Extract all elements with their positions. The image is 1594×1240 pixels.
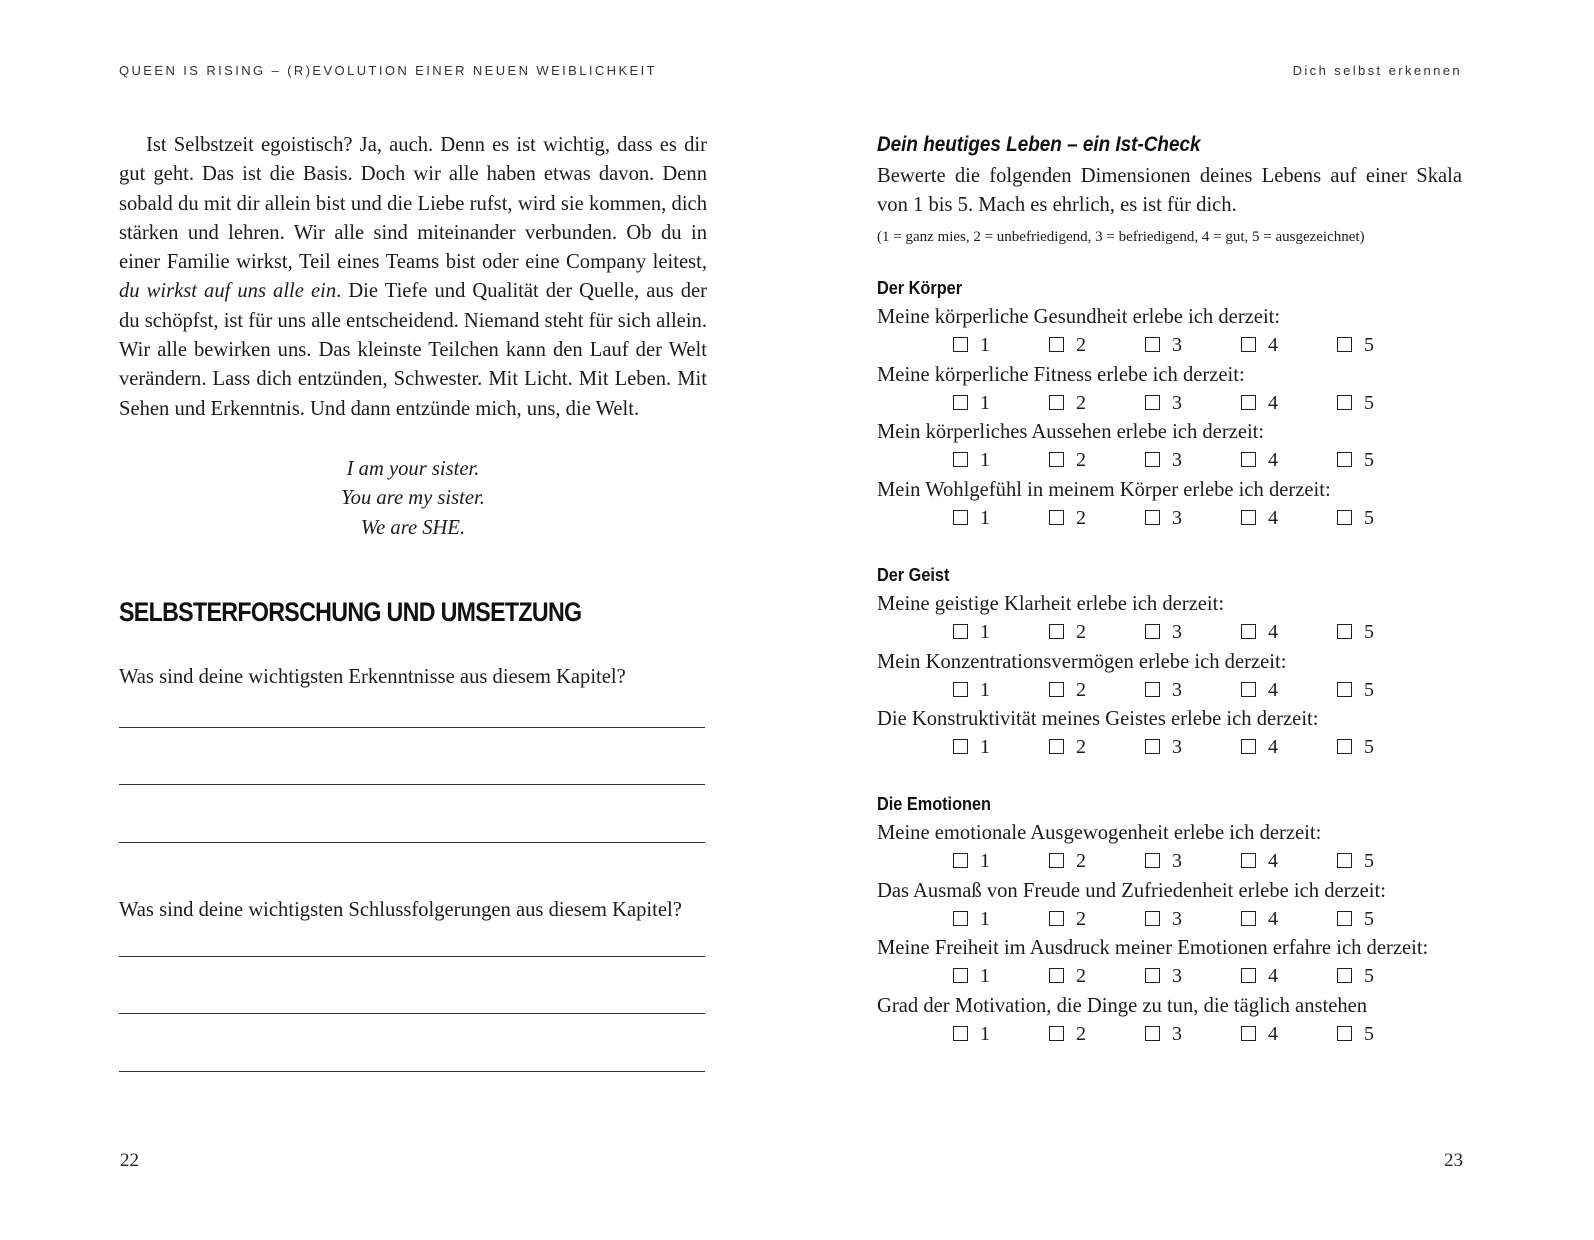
checkbox[interactable]: [953, 968, 968, 983]
checkbox[interactable]: [1049, 968, 1064, 983]
checkbox[interactable]: [1241, 395, 1256, 410]
rating-option[interactable]: [1049, 391, 1086, 415]
rating-option[interactable]: [1337, 448, 1374, 472]
rating-value: 3: [1172, 678, 1182, 701]
rating-option[interactable]: [1241, 735, 1278, 759]
checkbox[interactable]: [953, 853, 968, 868]
rating-value: 3: [1172, 449, 1182, 471]
rating-value: 5: [1364, 334, 1374, 356]
rating-option[interactable]: [953, 907, 990, 931]
rating-option[interactable]: [1337, 849, 1374, 873]
rating-value: 2: [1076, 965, 1086, 987]
section-heading-3: Die Emotionen: [877, 793, 991, 814]
poem-line: We are SHE.: [360, 516, 466, 539]
rating-value: 4: [1268, 621, 1278, 643]
rating-question: Meine Freiheit im Ausdruck meiner Emotionen erfahre ich derzeit:: [877, 937, 1429, 959]
checkbox[interactable]: [1145, 911, 1160, 926]
rating-option[interactable]: [1049, 620, 1086, 644]
poem-line: You are my sister.: [341, 487, 485, 510]
rating-value: 1: [980, 736, 990, 758]
section-heading-1: Der Körper: [877, 277, 963, 298]
checkbox[interactable]: [1145, 968, 1160, 983]
rating-value: 5: [1364, 621, 1374, 643]
checkbox[interactable]: [953, 682, 968, 697]
rating-options: [797, 448, 1594, 472]
rating-value: 4: [1268, 850, 1278, 872]
rating-value: 2: [1076, 506, 1086, 529]
rating-value: 2: [1076, 449, 1086, 471]
rating-value: 3: [1172, 736, 1182, 758]
checkbox[interactable]: [1241, 624, 1256, 639]
checkbox[interactable]: [1145, 739, 1160, 754]
rating-option[interactable]: [1145, 620, 1182, 644]
rating-value: 5: [1364, 449, 1374, 471]
checklist-intro: Bewerte die folgenden Dimensionen deines Lebens auf einer Skala von 1 bis 5. Mach es ehrlich, es ist für dich.: [877, 165, 1462, 217]
rating-value: 4: [1268, 907, 1278, 930]
rating-option[interactable]: [953, 735, 990, 759]
answer-line[interactable]: [119, 956, 705, 957]
checkbox[interactable]: [1049, 682, 1064, 697]
checklist-title: Dein heutiges Leben – ein Ist-Check: [877, 133, 1201, 156]
rating-option[interactable]: [953, 849, 990, 873]
rating-option[interactable]: [1241, 1022, 1278, 1046]
rating-value: 5: [1364, 907, 1374, 930]
checkbox[interactable]: [1049, 739, 1064, 754]
rating-question: Mein Konzentrationsvermögen erlebe ich derzeit:: [877, 650, 1287, 673]
rating-value: 4: [1268, 334, 1278, 356]
checkbox[interactable]: [1145, 510, 1160, 525]
checkbox[interactable]: [1145, 395, 1160, 410]
rating-question: Mein körperliches Aussehen erlebe ich derzeit:: [877, 421, 1265, 443]
checkbox[interactable]: [1049, 510, 1064, 525]
right-page: [797, 0, 1594, 1240]
rating-value: 1: [980, 334, 990, 356]
rating-value: 5: [1364, 736, 1374, 758]
checkbox[interactable]: [953, 337, 968, 352]
rating-option[interactable]: [953, 964, 990, 988]
rating-option[interactable]: [953, 678, 990, 702]
rating-option[interactable]: [1049, 735, 1086, 759]
checkbox[interactable]: [953, 395, 968, 410]
rating-option[interactable]: [1241, 964, 1278, 988]
rating-option[interactable]: [1337, 333, 1374, 357]
rating-value: 1: [980, 621, 990, 643]
body-paragraph: [119, 131, 707, 424]
rating-value: 1: [980, 850, 990, 872]
checkbox[interactable]: [1241, 1026, 1256, 1041]
rating-question: Meine körperliche Fitness erlebe ich derzeit:: [877, 363, 1245, 386]
rating-value: 3: [1172, 850, 1182, 872]
rating-value: 3: [1172, 621, 1182, 643]
checkbox[interactable]: [1145, 853, 1160, 868]
rating-option[interactable]: [1049, 506, 1086, 530]
rating-question: Meine geistige Klarheit erlebe ich derzeit:: [877, 593, 1225, 615]
rating-value: 5: [1364, 850, 1374, 872]
rating-value: 2: [1076, 736, 1086, 758]
rating-option[interactable]: [1337, 678, 1374, 702]
rating-value: 3: [1172, 965, 1182, 987]
rating-value: 4: [1268, 506, 1278, 529]
rating-options: [797, 333, 1594, 357]
rating-value: 3: [1172, 391, 1182, 414]
checkbox[interactable]: [1049, 452, 1064, 467]
rating-value: 4: [1268, 678, 1278, 701]
checkbox[interactable]: [1241, 510, 1256, 525]
checkbox[interactable]: [1337, 1026, 1352, 1041]
rating-option[interactable]: [953, 1022, 990, 1046]
rating-option[interactable]: [1049, 1022, 1086, 1046]
page-number-left: 22: [120, 1150, 139, 1171]
checkbox[interactable]: [1241, 853, 1256, 868]
rating-option[interactable]: [1049, 964, 1086, 988]
rating-option[interactable]: [1241, 506, 1278, 530]
rating-value: 5: [1364, 391, 1374, 414]
body-text-emphasis: du wirkst auf uns alle ein: [119, 280, 337, 303]
rating-value: 5: [1364, 506, 1374, 529]
rating-value: 1: [980, 907, 990, 930]
rating-value: 5: [1364, 1022, 1374, 1045]
checkbox[interactable]: [1241, 337, 1256, 352]
rating-question: Meine körperliche Gesundheit erlebe ich derzeit:: [877, 306, 1281, 328]
checkbox[interactable]: [1049, 337, 1064, 352]
rating-value: 1: [980, 449, 990, 471]
rating-value: 3: [1172, 506, 1182, 529]
rating-option[interactable]: [953, 506, 990, 530]
rating-option[interactable]: [1145, 333, 1182, 357]
running-header-right: Dich selbst erkennen: [1292, 63, 1462, 78]
checkbox[interactable]: [1337, 739, 1352, 754]
rating-value: 1: [980, 506, 990, 529]
rating-option[interactable]: [953, 333, 990, 357]
rating-value: 2: [1076, 391, 1086, 414]
rating-value: 2: [1076, 621, 1086, 643]
poem-line: I am your sister.: [346, 458, 480, 480]
rating-option[interactable]: [1241, 849, 1278, 873]
running-header-left: QUEEN IS RISING – (R)EVOLUTION EINER NEUEN WEIBLICHKEIT: [119, 63, 657, 78]
checkbox[interactable]: [1337, 682, 1352, 697]
rating-option[interactable]: [1241, 391, 1278, 415]
checkbox[interactable]: [1337, 395, 1352, 410]
rating-value: 2: [1076, 334, 1086, 356]
checkbox[interactable]: [1049, 911, 1064, 926]
section-heading-2: Der Geist: [877, 564, 950, 585]
checkbox[interactable]: [1337, 624, 1352, 639]
rating-value: 4: [1268, 965, 1278, 987]
rating-option[interactable]: [1049, 849, 1086, 873]
rating-option[interactable]: [1337, 735, 1374, 759]
rating-option[interactable]: [1049, 907, 1086, 931]
rating-option[interactable]: [1049, 333, 1086, 357]
rating-option[interactable]: [1145, 391, 1182, 415]
checkbox[interactable]: [953, 739, 968, 754]
rating-option[interactable]: [1145, 506, 1182, 530]
checkbox[interactable]: [1049, 395, 1064, 410]
scale-legend: (1 = ganz mies, 2 = unbefriedigend, 3 = befriedigend, 4 = gut, 5 = ausgezeichnet): [877, 229, 1365, 245]
rating-value: 1: [980, 678, 990, 701]
rating-option[interactable]: [1241, 448, 1278, 472]
rating-option[interactable]: [1145, 448, 1182, 472]
rating-value: 4: [1268, 449, 1278, 471]
rating-option[interactable]: [1241, 907, 1278, 931]
rating-options: [797, 907, 1594, 931]
section-heading: SELBSTERFORSCHUNG UND UMSETZUNG: [119, 597, 582, 627]
rating-option[interactable]: [1145, 907, 1182, 931]
question-insights: Was sind deine wichtigsten Erkenntnisse aus diesem Kapitel?: [119, 666, 626, 688]
checkbox[interactable]: [1145, 682, 1160, 697]
rating-option[interactable]: [953, 620, 990, 644]
rating-option[interactable]: [1145, 849, 1182, 873]
rating-option[interactable]: [1337, 907, 1374, 931]
rating-options: [797, 735, 1594, 759]
rating-question: Mein Wohlgefühl in meinem Körper erlebe ich derzeit:: [877, 478, 1331, 501]
rating-option[interactable]: [1049, 678, 1086, 702]
rating-value: 2: [1076, 1022, 1086, 1045]
checkbox[interactable]: [1337, 452, 1352, 467]
rating-options: [797, 620, 1594, 644]
answer-line[interactable]: [119, 1013, 705, 1014]
checkbox[interactable]: [1241, 968, 1256, 983]
rating-option[interactable]: [1337, 506, 1374, 530]
rating-options: [797, 1022, 1594, 1046]
answer-line[interactable]: [119, 784, 705, 785]
checkbox[interactable]: [1241, 911, 1256, 926]
rating-value: 3: [1172, 334, 1182, 356]
checkbox[interactable]: [1337, 911, 1352, 926]
rating-value: 4: [1268, 736, 1278, 758]
rating-options: [797, 849, 1594, 873]
poem: [119, 455, 707, 543]
rating-options: [797, 391, 1594, 415]
answer-line[interactable]: [119, 1071, 705, 1072]
rating-value: 3: [1172, 907, 1182, 930]
rating-value: 4: [1268, 391, 1278, 414]
rating-value: 2: [1076, 850, 1086, 872]
checkbox[interactable]: [1145, 1026, 1160, 1041]
rating-value: 4: [1268, 1022, 1278, 1045]
rating-options: [797, 678, 1594, 702]
checkbox[interactable]: [1145, 452, 1160, 467]
rating-value: 2: [1076, 678, 1086, 701]
rating-value: 1: [980, 965, 990, 987]
checkbox[interactable]: [953, 510, 968, 525]
rating-value: 3: [1172, 1022, 1182, 1045]
rating-question: Das Ausmaß von Freude und Zufriedenheit erlebe ich derzeit:: [877, 879, 1386, 902]
rating-option[interactable]: [1241, 678, 1278, 702]
rating-option[interactable]: [1145, 964, 1182, 988]
rating-value: 5: [1364, 678, 1374, 701]
rating-options: [797, 964, 1594, 988]
rating-value: 2: [1076, 907, 1086, 930]
rating-option[interactable]: [1145, 678, 1182, 702]
checkbox[interactable]: [953, 624, 968, 639]
checkbox[interactable]: [1145, 337, 1160, 352]
rating-value: 1: [980, 391, 990, 414]
rating-option[interactable]: [1241, 620, 1278, 644]
rating-option[interactable]: [953, 391, 990, 415]
checkbox[interactable]: [1049, 1026, 1064, 1041]
page-number-right: 23: [1444, 1150, 1463, 1171]
checkbox[interactable]: [953, 911, 968, 926]
checkbox[interactable]: [953, 1026, 968, 1041]
rating-option[interactable]: [1337, 620, 1374, 644]
checkbox[interactable]: [1241, 452, 1256, 467]
checkbox[interactable]: [1337, 968, 1352, 983]
rating-option[interactable]: [953, 448, 990, 472]
checkbox[interactable]: [1049, 624, 1064, 639]
rating-option[interactable]: [1145, 735, 1182, 759]
rating-option[interactable]: [1049, 448, 1086, 472]
checkbox[interactable]: [953, 452, 968, 467]
checkbox[interactable]: [1337, 337, 1352, 352]
answer-line[interactable]: [119, 842, 705, 843]
rating-question: Die Konstruktivität meines Geistes erlebe ich derzeit:: [877, 708, 1319, 730]
checkbox[interactable]: [1049, 853, 1064, 868]
rating-option[interactable]: [1241, 333, 1278, 357]
rating-options: [797, 506, 1594, 530]
checkbox[interactable]: [1241, 682, 1256, 697]
body-text-end: . Die Tiefe und Qualität der Quelle, aus der du schöpfst, ist für uns alle entscheidend. Niemand steht für sich allein. Wir alle bewirken uns. Das kleinste Teilchen kann den Lauf der Welt verändern. Lass dich entzünden, Schwester. Mit Licht. Mit Leben. Mit Sehen und Erkenntnis. Und dann entzünde mich, uns, die Welt.: [119, 280, 707, 420]
checkbox[interactable]: [1337, 510, 1352, 525]
body-text-start: Ist Selbstzeit egoistisch? Ja, auch. Denn es ist wichtig, dass es dir gut geht. Das ist die Basis. Doch wir alle haben etwas davon. Denn sobald du mit dir allein bist und die Liebe rufst, wird sie kommen, dich stärken und lehren. Wir alle sind miteinander verbunden. Ob du in einer Familie wirkst, Teil eines Teams bist oder eine Company leitest,: [119, 134, 707, 274]
rating-question: Grad der Motivation, die Dinge zu tun, die täglich anstehen: [877, 994, 1368, 1017]
question-conclusions: Was sind deine wichtigsten Schlussfolgerungen aus diesem Kapitel?: [119, 899, 682, 921]
rating-option[interactable]: [1337, 1022, 1374, 1046]
rating-option[interactable]: [1337, 391, 1374, 415]
rating-value: 1: [980, 1022, 990, 1045]
checkbox[interactable]: [1337, 853, 1352, 868]
checkbox[interactable]: [1145, 624, 1160, 639]
rating-option[interactable]: [1337, 964, 1374, 988]
rating-option[interactable]: [1145, 1022, 1182, 1046]
body-text: [119, 131, 707, 424]
rating-value: 5: [1364, 965, 1374, 987]
rating-question: Meine emotionale Ausgewogenheit erlebe ich derzeit:: [877, 822, 1322, 844]
answer-line[interactable]: [119, 727, 705, 728]
checkbox[interactable]: [1241, 739, 1256, 754]
